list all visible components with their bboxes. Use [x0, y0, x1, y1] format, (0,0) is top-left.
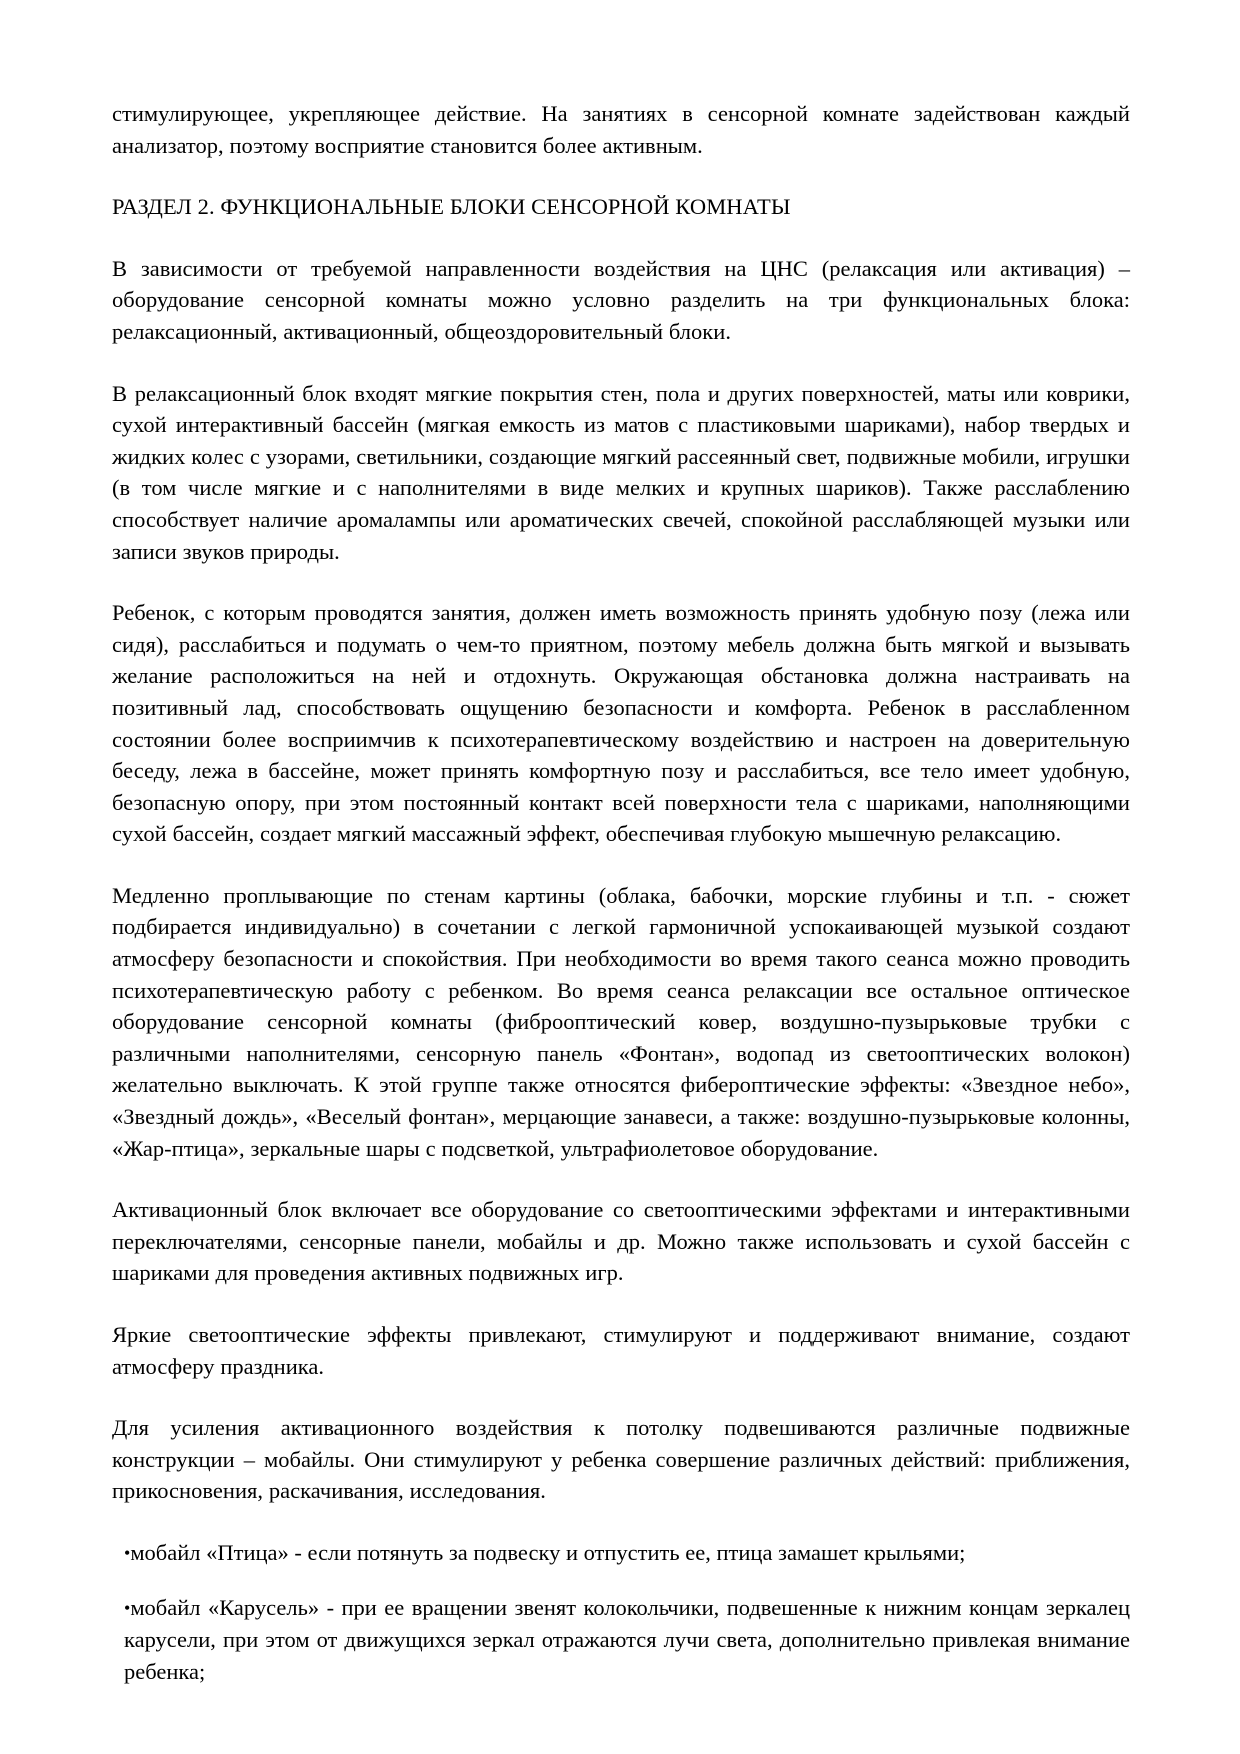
bullet-marker-icon: • [124, 1597, 131, 1618]
bullet-text-mobile-bird: мобайл «Птица» - если потянуть за подвеску и отпустить ее, птица замашет крыльями; [130, 1539, 966, 1565]
paragraph-child-comfortable-posture: Ребенок, с которым проводятся занятия, должен иметь возможность принять удобную позу (лежа или сидя), расслабиться и подумать о чем-то приятном, поэтому мебель должна быть мягкой и вызывать желание расположиться на ней и отдохнуть. Окружающая обстановка должна настраивать на позитивный лад, способствовать ощущению безопасности и комфорта. Ребенок в расслабленном состоянии более восприимчив к психотерапевтическому воздействию и настроен на доверительную беседу, лежа в бассейне, может принять комфортную позу и расслабиться, все тело имеет удобную, безопасную опору, при этом постоянный контакт всей поверхности тела с шариками, наполняющими сухой бассейн, создает мягкий массажный эффект, обеспечивая глубокую мышечную релаксацию. [112, 600, 1130, 847]
bullet-item-mobile-carousel [112, 1592, 1130, 1688]
paragraph-activation-block: Активационный блок включает все оборудование со светооптическими эффектами и интерактивными переключателями, сенсорные панели, мобайлы и др. Можно также использовать и сухой бассейн с шариками для проведения активных подвижных игр. [112, 1197, 1130, 1286]
paragraph-intro-continued: стимулирующее, укрепляющее действие. На занятиях в сенсорной комнате задействован каждый анализатор, поэтому восприятие становится более активным. [112, 101, 1130, 158]
bullet-text-mobile-carousel: мобайл «Карусель» - при ее вращении звенят колокольчики, подвешенные к нижним концам зеркалец карусели, при этом от движущихся зеркал отражаются лучи света, дополнительно привлекая внимание ребенка; [124, 1594, 1130, 1684]
heading-section-2: РАЗДЕЛ 2. ФУНКЦИОНАЛЬНЫЕ БЛОКИ СЕНСОРНОЙ КОМНАТЫ [112, 194, 791, 220]
paragraph-bright-light-effects: Яркие светооптические эффекты привлекают, стимулируют и поддерживают внимание, создают атмосферу праздника. [112, 1322, 1130, 1379]
paragraph-relaxation-block: В релаксационный блок входят мягкие покрытия стен, пола и других поверхностей, маты или коврики, сухой интерактивный бассейн (мягкая емкость из матов с пластиковыми шариками), набор твердых и жидких колес с узорами, светильники, создающие мягкий рассеянный свет, подвижные мобили, игрушки (в том числе мягкие и с наполнителями в виде мелких и крупных шариков). Также расслаблению способствует наличие аромалампы или ароматических свечей, спокойной расслабляющей музыки или записи звуков природы. [112, 380, 1130, 564]
paragraph-floating-wall-pictures: Медленно проплывающие по стенам картины (облака, бабочки, морские глубины и т.п. - сюжет подбирается индивидуально) в сочетании с легкой гармоничной успокаивающей музыкой создают атмосферу безопасности и спокойствия. При необходимости во время такого сеанса можно проводить психотерапевтическую работу с ребенком. Во время сеанса релаксации все остальное оптическое оборудование сенсорной комнаты (фиброоптический ковер, воздушно-пузырьковые трубки с различными наполнителями, сенсорную панель «Фонтан», водопад из светооптических волокон) желательно выключать. К этой группе также относятся фибероптические эффекты: «Звездное небо», «Звездный дождь», «Веселый фонтан», мерцающие занавеси, а также: воздушно-пузырьковые колонны, «Жар-птица», зеркальные шары с подсветкой, ультрафиолетовое оборудование. [112, 882, 1130, 1161]
paragraph-three-functional-blocks: В зависимости от требуемой направленности воздействия на ЦНС (релаксация или активация) – оборудование сенсорной комнаты можно условно разделить на три функциональных блока: релаксационный, активационный, общеоздоровительный блоки. [112, 255, 1130, 344]
document-text-column [112, 98, 1130, 1709]
bullet-marker-icon: • [124, 1542, 131, 1563]
paragraph-ceiling-mobiles: Для усиления активационного воздействия к потолку подвешиваются различные подвижные конструкции – мобайлы. Они стимулируют у ребенка совершение различных действий: приближения, прикосновения, раскачивания, исследования. [112, 1415, 1130, 1504]
bullet-item-mobile-bird [112, 1537, 1130, 1570]
